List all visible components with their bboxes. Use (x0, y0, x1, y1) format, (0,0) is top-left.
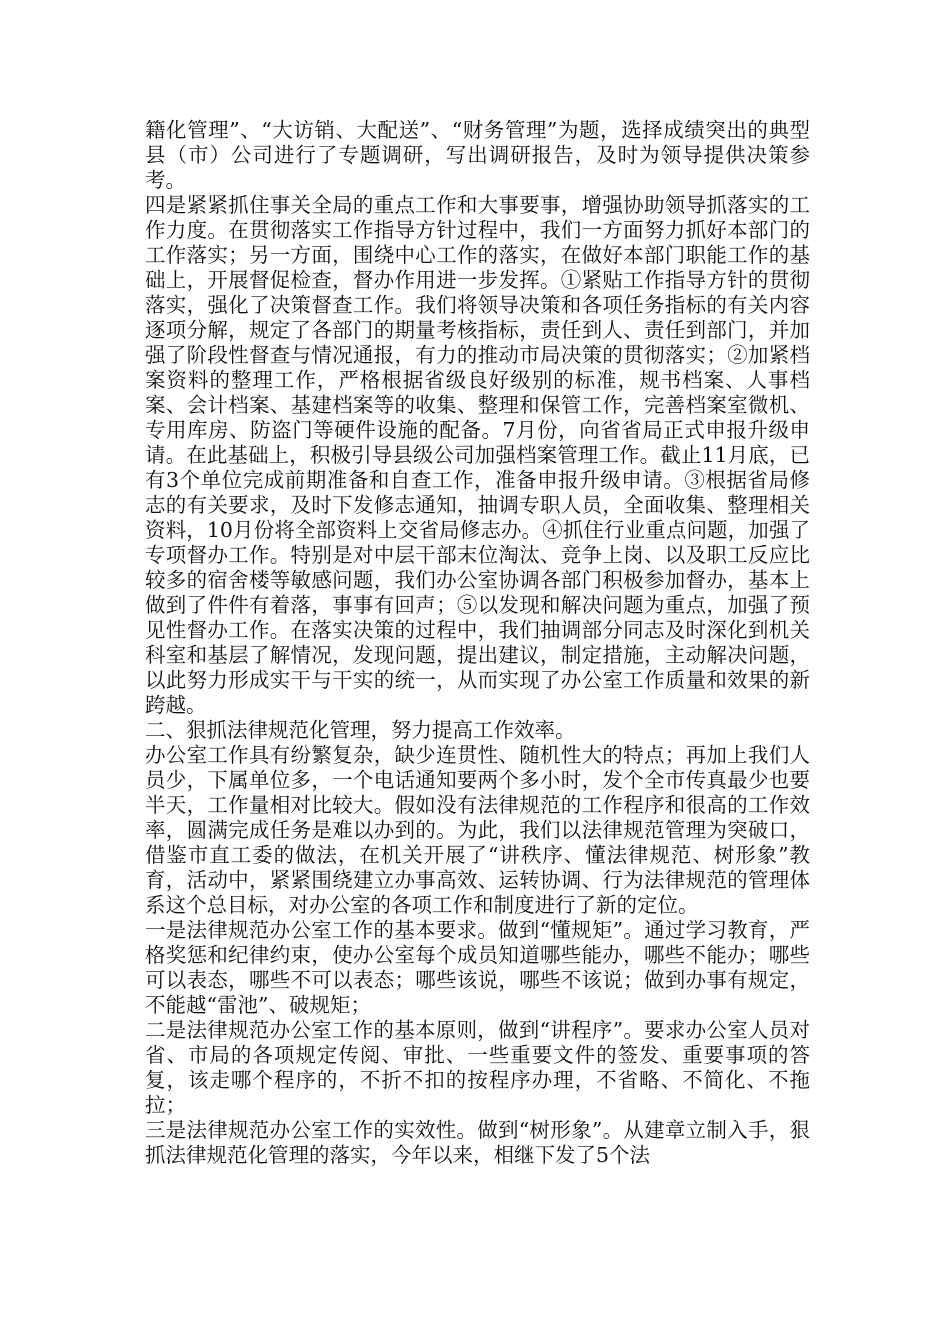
paragraph-requirement-one: 一是法律规范办公室工作的基本要求。做到“懂规矩”。通过学习教育，严格奖惩和纪律约束，使办公室每个成员知道哪些能办，哪些不能办；哪些可以表态，哪些不可以表态；哪些该说，哪些不该说；做到办事有规定，不能越“雷池”、破规矩； (145, 918, 810, 1017)
paragraph-point-four: 四是紧紧抓住事关全局的重点工作和大事要事，增强协助领导抓落实的工作力度。在贯彻落实工作指导方针过程中，我们一方面努力抓好本部门的工作落实；另一方面，围绕中心工作的落实，在做好本部门职能工作的基础上，开展督促检查，督办作用进一步发挥。①紧贴工作指导方针的贯彻落实，强化了决策督查工作。我们将领导决策和各项任务指标的有关内容逐项分解，规定了各部门的期量考核指标，责任到人、责任到部门，并加强了阶段性督查与情况通报，有力的推动市局决策的贯彻落实；②加紧档案资料的整理工作，严格根据省级良好级别的标准，规书档案、人事档案、会计档案、基建档案等的收集、整理和保管工作，完善档案室微机、专用库房、防盗门等硬件设施的配备。7月份，向省省局正式申报升级申请。在此基础上，积极引导县级公司加强档案管理工作。截止11月底，已有3个单位完成前期准备和自查工作，准备申报升级申请。③根据省局修志的有关要求，及时下发修志通知，抽调专职人员，全面收集、整理相关资料，10月份将全部资料上交省局修志办。④抓住行业重点问题，加强了专项督办工作。特别是对中层干部末位淘汰、竞争上岗、以及职工反应比较多的宿舍楼等敏感问题，我们办公室协调各部门积极参加督办，基本上做到了件件有着落，事事有回声；⑤以发现和解决问题为重点，加强了预见性督办工作。在落实决策的过程中，我们抽调部分同志及时深化到机关科室和基层了解情况，发现问题，提出建议，制定措施，主动解决问题，以此努力形成实干与干实的统一，从而实现了办公室工作质量和效果的新跨越。 (145, 193, 810, 717)
paragraph-effectiveness-three: 三是法律规范办公室工作的实效性。做到“树形象”。从建章立制入手，狠抓法律规范化管理的落实，今年以来，相继下发了5个法 (145, 1118, 810, 1167)
document-page (145, 118, 810, 1168)
paragraph-survey-report: 籍化管理”、“大访销、大配送”、“财务管理”为题，选择成绩突出的典型县（市）公司进行了专题调研，写出调研报告，及时为领导提供决策参考。 (145, 118, 810, 192)
paragraph-principle-two: 二是法律规范办公室工作的基本原则，做到“讲程序”。要求办公室人员对省、市局的各项规定传阅、审批、一些重要文件的签发、重要事项的答复，该走哪个程序的，不折不扣的按程序办理，不省略、不简化、不拖拉； (145, 1018, 810, 1117)
paragraph-office-work: 办公室工作具有纷繁复杂，缺少连贯性、随机性大的特点；再加上我们人员少，下属单位多，一个电话通知要两个多小时，发个全市传真最少也要半天，工作量相对比较大。假如没有法律规范的工作程序和很高的工作效率，圆满完成任务是难以办到的。为此，我们以法律规范管理为突破口，借鉴市直工委的做法，在机关开展了“讲秩序、懂法律规范、树形象”教育，活动中，紧紧围绕建立办事高效、运转协调、行为法律规范的管理体系这个总目标，对办公室的各项工作和制度进行了新的定位。 (145, 743, 810, 917)
section-heading-two: 二、狠抓法律规范化管理，努力提高工作效率。 (145, 718, 576, 742)
